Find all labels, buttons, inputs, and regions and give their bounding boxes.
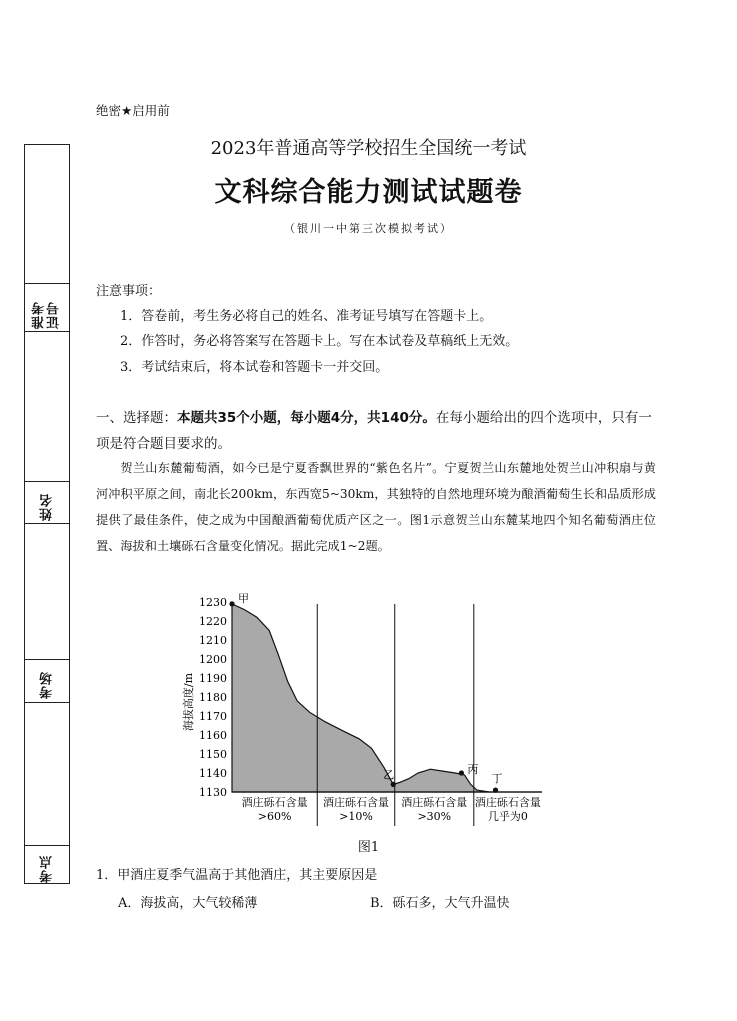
winery-label: 乙 (383, 768, 395, 782)
y-tick-label: 1170 (199, 710, 227, 723)
y-axis-label: 海拔高度/m (182, 672, 195, 732)
section-heading (96, 405, 656, 457)
candidate-info-sidebar (24, 144, 70, 884)
elevation-area (232, 604, 542, 792)
question-1-option-b: B．砾石多，大气升温快 (370, 896, 510, 911)
question-1-stem: 1．甲酒庄夏季气温高于其他酒庄，其主要原因是 (96, 868, 378, 883)
paper-title: 文科综合能力测试试题卷 (214, 177, 523, 208)
winery-point (459, 770, 464, 775)
y-tick-label: 1150 (199, 748, 227, 761)
zone-gravel-value: >60% (257, 810, 292, 823)
sidebar-divider (25, 659, 69, 660)
sidebar-divider (25, 702, 69, 703)
winery-label: 丙 (467, 763, 479, 776)
elevation-profile-chart (180, 592, 570, 832)
sidebar-field-exam-site: 考点 (39, 855, 55, 883)
section-prefix: 一、选择题： (96, 410, 177, 426)
winery-label: 丁 (491, 772, 503, 786)
secret-label: 绝密★启用前 (96, 103, 170, 118)
notes-title: 注意事项： (96, 284, 162, 299)
y-tick-label: 1140 (199, 767, 227, 780)
note-item: 1．答卷前，考生务必将自己的姓名、准考证号填写在答题卡上。 (120, 309, 493, 324)
section-instruction-b: 在每小题给出的四个选项中，只有一项是符合题目要求的。 (96, 410, 652, 452)
exam-title: 2023年普通高等学校招生全国统一考试 (210, 138, 527, 159)
sidebar-divider (25, 331, 69, 332)
sidebar-divider (25, 523, 69, 524)
y-tick-label: 1200 (199, 653, 227, 666)
winery-point (391, 782, 396, 787)
y-tick-label: 1130 (199, 786, 227, 799)
winery-point (229, 601, 234, 606)
winery-label: 甲 (238, 592, 249, 605)
question-1-option-a: A．海拔高，大气较稀薄 (118, 896, 258, 911)
zone-gravel-value: 几乎为0 (487, 810, 528, 823)
zone-gravel-value: >10% (339, 810, 373, 823)
y-tick-label: 1220 (199, 615, 227, 628)
note-item: 2．作答时，务必将答案写在答题卡上。写在本试卷及草稿纸上无效。 (120, 334, 519, 349)
note-item: 3．考试结束后，将本试卷和答题卡一并交回。 (120, 360, 389, 375)
sidebar-divider (25, 283, 69, 284)
zone-label: 酒庄砾石含量 (474, 796, 541, 809)
y-tick-label: 1230 (199, 596, 227, 609)
zone-gravel-value: >30% (417, 810, 452, 823)
sidebar-field-ticket-number: 准考证号 (32, 301, 62, 329)
reading-passage: 贺兰山东麓葡萄酒，如今已是宁夏香飘世界的“紫色名片”。宁夏贺兰山东麓地处贺兰山冲积扇与黄河冲积平原之间，南北长200km，东西宽5~30km，其独特的自然地理环境为酿酒葡萄生长和品质形成提供了最佳条件，使之成为中国酿酒葡萄优质产区之一。图1示意贺兰山东麓某地四个知名葡萄酒庄位置、海拔和土壤砾石含量变化情况。据此完成1~2题。 (96, 461, 656, 553)
sidebar-field-name: 姓名 (39, 493, 55, 521)
zone-label: 酒庄砾石含量 (401, 796, 468, 809)
winery-point (493, 788, 498, 793)
y-tick-label: 1160 (199, 729, 227, 742)
y-tick-label: 1190 (199, 672, 227, 685)
section-instruction-a: 本题共35个小题，每小题4分，共140分。 (177, 410, 436, 426)
y-tick-label: 1180 (199, 691, 227, 704)
figure-caption: 图1 (357, 840, 380, 855)
zone-label: 酒庄砾石含量 (323, 796, 389, 809)
sidebar-divider (25, 481, 69, 482)
paper-subtitle: （银川一中第三次模拟考试） (284, 222, 453, 235)
y-tick-label: 1210 (199, 634, 227, 647)
sidebar-field-exam-room: 考场 (39, 671, 55, 699)
zone-label: 酒庄砾石含量 (241, 796, 308, 809)
